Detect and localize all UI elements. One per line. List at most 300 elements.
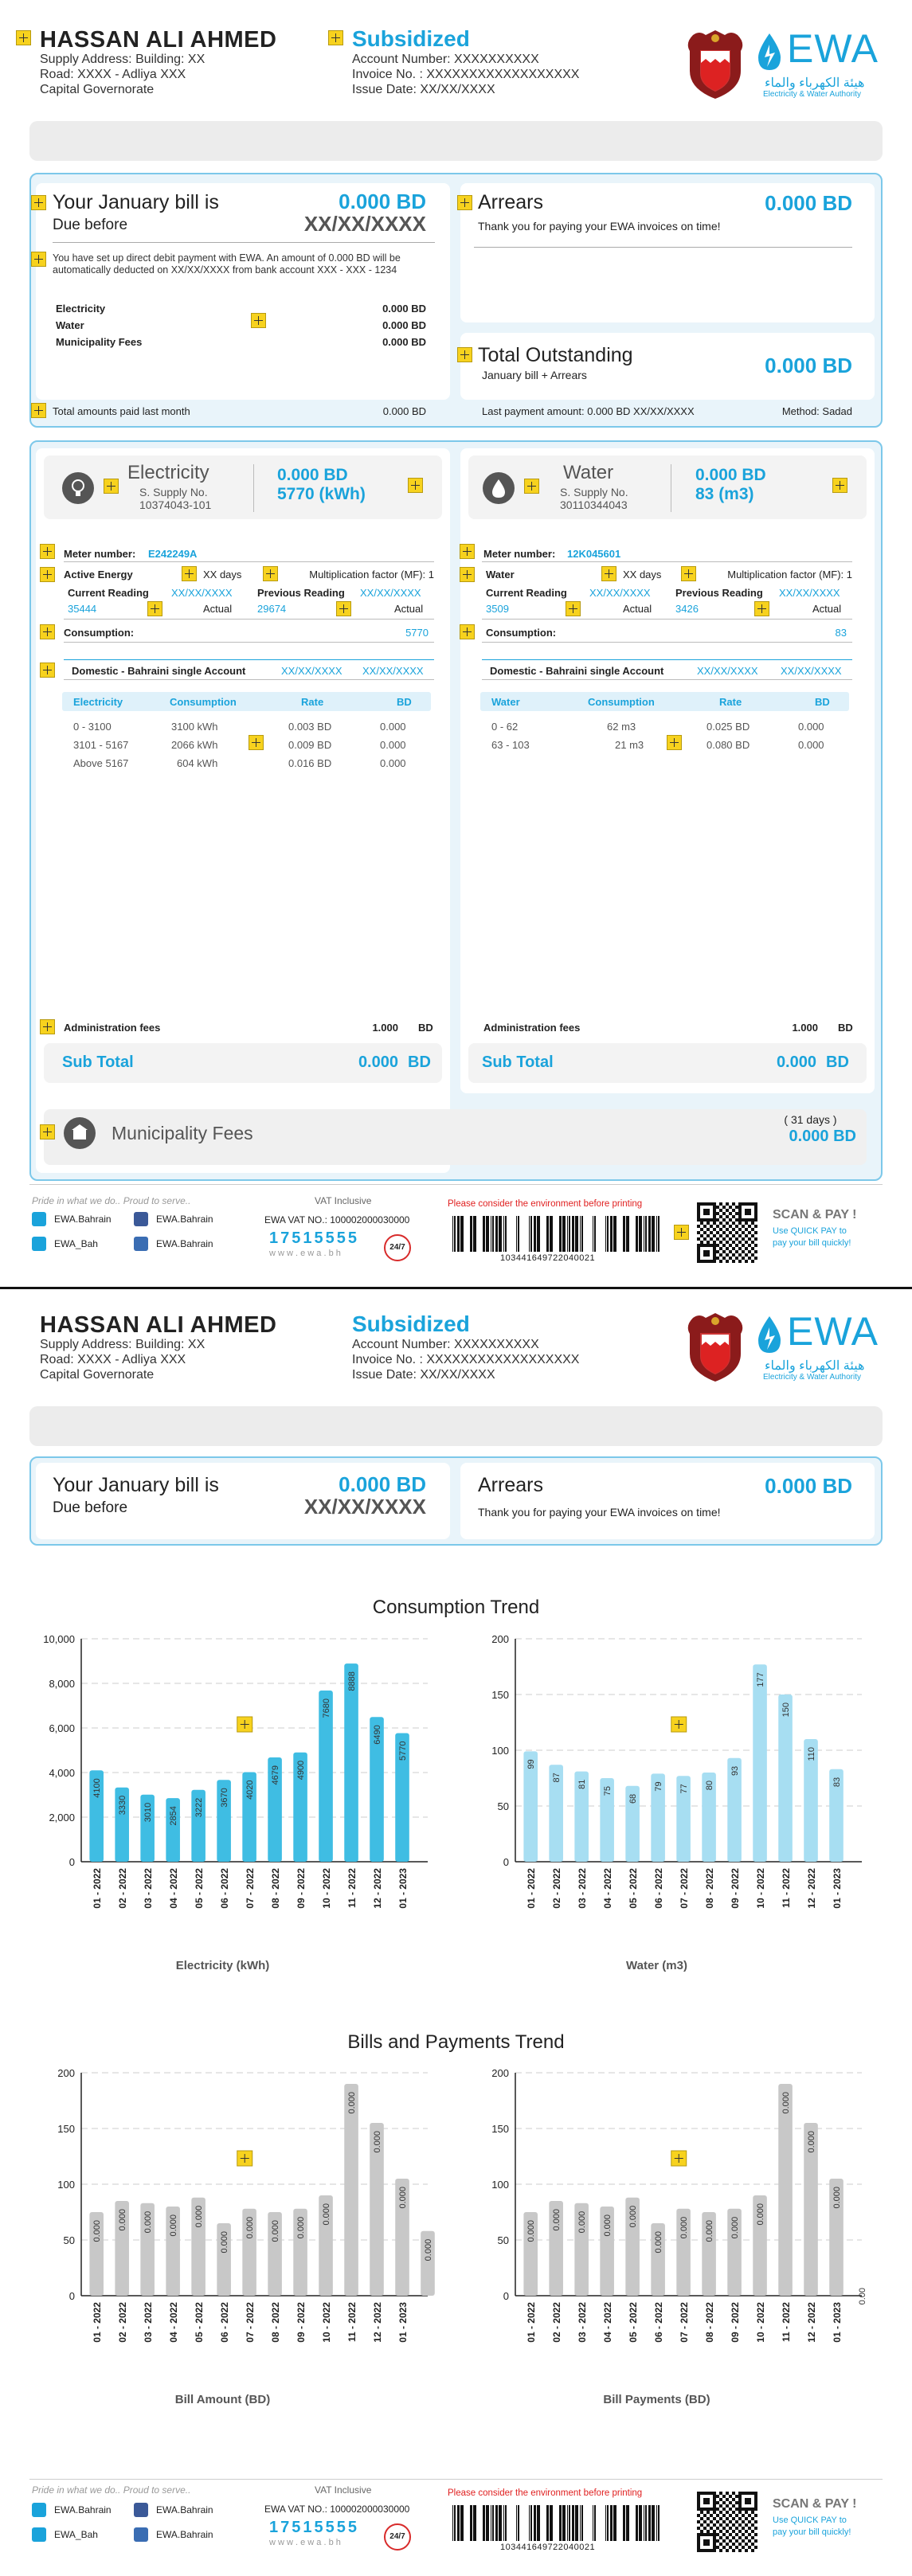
data-label: 4100 [92,1778,103,1798]
y-tick-label: 200 [57,2067,75,2079]
marker-icon [40,1019,55,1034]
tier: Above 5167 [73,757,129,769]
consumption: 21 m3 [615,739,644,751]
marker-icon [754,601,769,616]
water-current-type: Actual [623,603,652,615]
x-tick-label: 07 - 2022 [245,2302,256,2343]
marker-icon [566,601,581,616]
x-tick-label: 05 - 2022 [628,1868,640,1909]
data-label: 7680 [322,1698,332,1718]
line-electricity-value: 0.000 BD [382,303,426,315]
water-drop-logo-icon [755,1315,784,1354]
x-tick-label: 12 - 2022 [806,1868,818,1909]
data-label: 0.000 [245,2216,256,2239]
invoice-number: Invoice No. : XXXXXXXXXXXXXXXXXX [352,68,580,81]
arrears-amount: 0.000 BD [765,191,852,215]
marker-icon [147,601,162,616]
data-label: 0.000 [654,2231,664,2254]
marker-icon [328,30,343,45]
data-label: 68 [628,1793,639,1804]
electricity-supply-no: 10374043-101 [139,498,212,511]
data-label: 0.000 [730,2216,741,2239]
brand-arabic: هيئة الكهرباء والماء [765,1359,865,1373]
data-label: 8888 [347,1671,358,1691]
scan-title: SCAN & PAY ! [773,2497,857,2511]
y-tick-label: 200 [491,2067,509,2079]
y-tick-label: 150 [57,2123,75,2135]
customer-name: HASSAN ALI AHMED [40,27,277,53]
electricity-current-date: XX/XX/XXXX [171,587,233,599]
x-tick-label: 04 - 2022 [602,2302,614,2343]
marker-icon [251,313,266,328]
scan-text-2: pay your bill quickly! [773,1238,851,1248]
electricity-admin-label: Administration fees [64,1022,161,1034]
last-payment: Last payment amount: 0.000 BD XX/XX/XXXX [482,405,695,417]
data-label: 0.000 [296,2216,307,2239]
amount: 0.000 [798,721,824,733]
electricity-subtotal-unit: BD [408,1053,431,1071]
water-previous-date: XX/XX/XXXX [779,587,840,599]
water-account-type: Domestic - Bahraini single Account [490,665,664,677]
electricity-mf: Multiplication factor (MF): 1 [309,569,434,580]
bar [344,2084,358,2296]
x-tick-label: 09 - 2022 [730,1868,742,1909]
outstanding-subtitle: January bill + Arrears [482,369,587,381]
data-label: 80 [705,1781,715,1791]
water-title: Water [563,462,614,483]
instagram-icon[interactable] [32,2503,46,2517]
data-label: 0.000 [92,2220,103,2242]
phone-number[interactable]: 17515555 [269,2519,359,2536]
electricity-previous-type: Actual [394,603,424,615]
x-tick-label: 06 - 2022 [653,1868,665,1909]
vat-number: EWA VAT NO.: 100002000030000 [264,1214,410,1225]
website[interactable]: w w w . e w a . b h [269,1249,341,1258]
qr-code[interactable] [697,1202,757,1263]
x-tick-label: 11 - 2022 [346,1868,358,1909]
payment-method: Method: Sadad [781,405,852,417]
x-tick-label: 02 - 2022 [551,2302,563,2343]
data-label: 0.00 [858,2288,867,2305]
issue-date: Issue Date: XX/XX/XXXX [352,1368,495,1382]
x-tick-label: 01 - 2022 [92,2302,104,2343]
x-tick-label: 03 - 2022 [143,1868,155,1909]
data-label: 110 [807,1747,817,1761]
data-label: 4900 [296,1760,307,1781]
water-meter-label: Meter number: [483,548,556,560]
y-tick-label: 200 [491,1633,509,1645]
data-label: 0.000 [169,2214,179,2237]
x-tick-label: 01 - 2022 [526,1868,538,1909]
arrears-title: Arrears [478,191,543,213]
rate: 0.080 BD [707,739,750,751]
y-tick-label: 100 [57,2179,75,2191]
marker-icon [40,663,55,678]
total-paid-value: 0.000 BD [382,405,426,417]
account-number: Account Number: XXXXXXXXXX [352,53,539,66]
data-label: 0.000 [322,2203,332,2226]
electricity-previous-value: 29674 [257,603,287,615]
tier: 0 - 62 [491,721,519,733]
water-subtotal-unit: BD [826,1053,849,1071]
tier: 3101 - 5167 [73,739,129,751]
rate: 0.003 BD [288,721,332,733]
facebook-icon[interactable] [134,1212,148,1226]
data-label: 0.000 [271,2220,281,2242]
data-label: 4020 [245,1780,256,1800]
x-tick-label: 08 - 2022 [704,2302,716,2343]
youtube-icon[interactable] [134,2527,148,2542]
electricity-consumption-label: Consumption: [64,627,135,639]
account-status: Subsidized [352,26,470,51]
x-tick-label: 09 - 2022 [296,1868,307,1909]
data-label: 0.000 [143,2211,154,2234]
outstanding-amount: 0.000 BD [765,354,852,377]
electricity-period-to: XX/XX/XXXX [362,665,424,677]
bill-amount: 0.000 BD [339,190,426,213]
bahrain-emblem-logo [683,27,747,100]
x-tick-label: 11 - 2022 [781,1868,793,1909]
bill-amount: 0.000 BD [339,1472,426,1496]
instagram-icon[interactable] [32,1212,46,1226]
line-municipality-value: 0.000 BD [382,336,426,348]
municipality-amount: 0.000 BD [789,1128,856,1145]
data-label: 0.000 [781,2092,792,2114]
marker-icon [457,195,472,210]
municipality-title: Municipality Fees [112,1123,253,1143]
amount: 0.000 [798,739,824,751]
data-label: 0.000 [118,2209,128,2231]
bahrain-emblem-logo [683,1310,747,1383]
x-tick-label: 04 - 2022 [602,1868,614,1909]
col-rate: Rate [301,696,324,708]
bill-amount-chart [32,2065,446,2407]
scan-text-2: pay your bill quickly! [773,2527,851,2537]
outstanding-title: Total Outstanding [478,344,633,366]
x-tick-label: 01 - 2022 [92,1868,104,1909]
x-tick-label: 07 - 2022 [679,2302,691,2343]
data-label: 0.000 [526,2220,537,2242]
marker-icon [460,624,475,639]
vat-number: EWA VAT NO.: 100002000030000 [264,2504,410,2515]
qr-code[interactable] [697,2492,757,2552]
municipality-days: ( 31 days ) [784,1113,837,1126]
water-previous-label: Previous Reading [675,587,763,599]
y-tick-label: 150 [491,1689,509,1701]
y-tick-label: 6,000 [49,1722,75,1734]
x-tick-label: 06 - 2022 [653,2302,665,2343]
arrears-message: Thank you for paying your EWA invoices on time! [478,1506,721,1519]
data-label: 4679 [271,1765,281,1785]
marker-icon [674,1225,689,1240]
vat-label: VAT Inclusive [315,1195,372,1206]
x-tick-label: 07 - 2022 [245,1868,256,1909]
due-date: XX/XX/XXXX [303,212,426,236]
y-tick-label: 100 [491,2179,509,2191]
data-label: 3010 [143,1802,154,1823]
data-label: 0.000 [194,2205,205,2228]
amount: 0.000 [380,739,406,751]
x-tick-label: 11 - 2022 [346,2302,358,2343]
electricity-title: Electricity [127,462,209,483]
road: Road: XXXX - Adliya XXX [40,68,186,81]
data-label: 79 [654,1781,664,1792]
x-tick-label: 03 - 2022 [577,1868,589,1909]
y-tick-label: 50 [497,1800,509,1812]
bill-page-2 [0,1292,912,2576]
line-electricity-label: Electricity [56,303,106,315]
supply-address: Supply Address: Building: XX [40,1338,205,1351]
y-tick-label: 0 [503,1856,509,1868]
x-tick-label: 04 - 2022 [168,2302,180,2343]
marker-icon [31,195,46,210]
phone-number[interactable]: 17515555 [269,1229,359,1247]
due-label: Due before [53,217,128,233]
rate: 0.016 BD [288,757,332,769]
y-tick-label: 4,000 [49,1767,75,1779]
twitter-handle[interactable]: EWA_Bah [54,2529,98,2540]
electricity-days: XX days [203,569,242,580]
x-tick-label: 05 - 2022 [194,1868,205,1909]
page-separator [0,1287,912,1289]
arrears-title: Arrears [478,1474,543,1496]
marker-icon [16,30,31,45]
col-consumption: Consumption [588,696,655,708]
water-supply-label: S. Supply No. [560,486,628,498]
electricity-current-label: Current Reading [68,587,149,599]
data-label: 177 [756,1672,766,1687]
electricity-consumption: 5770 [405,627,429,639]
facebook-handle[interactable]: EWA.Bahrain [156,2504,213,2515]
x-tick-label: 01 - 2023 [832,2302,844,2343]
instagram-handle[interactable]: EWA.Bahrain [54,2504,112,2515]
amount: 0.000 [380,721,406,733]
data-label: 0.000 [756,2203,766,2226]
water-period-to: XX/XX/XXXX [781,665,842,677]
data-label: 75 [603,1786,613,1796]
water-days: XX days [623,569,662,580]
rate: 0.009 BD [288,739,332,751]
data-label: 87 [552,1773,562,1783]
youtube-icon[interactable] [134,1237,148,1251]
data-label: 0.000 [398,2187,409,2209]
data-label: 99 [526,1759,537,1769]
brand-name: EWA [787,1309,879,1354]
scan-title: SCAN & PAY ! [773,1208,857,1222]
electricity-meter-no: E242249A [148,548,198,560]
website[interactable]: w w w . e w a . b h [269,2538,341,2547]
light-bulb-icon [62,472,94,504]
arrears-amount: 0.000 BD [765,1474,852,1498]
x-tick-label: 06 - 2022 [219,2302,231,2343]
barcode-number: 103441649722040021 [500,2543,596,2552]
data-label: 0.000 [705,2220,715,2242]
electricity-chart [32,1631,446,1973]
data-label: 0.000 [347,2092,358,2114]
brand-name: EWA [787,26,879,71]
municipality-building-icon [64,1117,96,1149]
electricity-account-type: Domestic - Bahraini single Account [72,665,246,677]
data-label: 77 [679,1784,690,1794]
bar [778,2084,793,2296]
environment-note: Please consider the environment before printing [448,2488,643,2498]
due-date: XX/XX/XXXX [303,1495,426,1519]
data-label: 3222 [194,1797,205,1818]
data-label: 5770 [398,1741,409,1761]
marker-icon [40,624,55,639]
customer-name: HASSAN ALI AHMED [40,1312,277,1338]
barcode [452,2505,669,2541]
water-current-date: XX/XX/XXXX [589,587,651,599]
bar [778,1695,793,1862]
marker-icon [249,735,264,750]
twitter-icon[interactable] [32,1237,46,1251]
scan-text-1: Use QUICK PAY to [773,2515,847,2525]
water-admin-value: 1.000 [792,1022,818,1034]
bill-payments-chart [466,2065,880,2407]
water-drop-logo-icon [755,32,784,72]
water-consumption-label: Consumption: [486,627,557,639]
y-tick-label: 2,000 [49,1812,75,1824]
badge-24-7-icon: 24/7 [384,2523,411,2551]
bill-page-1 [0,0,912,1284]
water-consumption: 83 [835,627,847,639]
x-tick-label: 01 - 2022 [526,2302,538,2343]
water-card [460,448,875,1093]
x-tick-label: 11 - 2022 [781,2302,793,2343]
line-water-label: Water [56,319,84,331]
y-tick-label: 0 [68,1856,75,1868]
marker-icon [408,478,423,493]
y-tick-label: 8,000 [49,1678,75,1690]
twitter-handle[interactable]: EWA_Bah [54,1238,98,1249]
supply-address: Supply Address: Building: XX [40,53,205,66]
water-period-from: XX/XX/XXXX [697,665,758,677]
water-chart [466,1631,880,1973]
youtube-handle[interactable]: EWA.Bahrain [156,1238,213,1249]
rate: 0.025 BD [707,721,750,733]
water-previous-value: 3426 [675,603,699,615]
barcode-number: 103441649722040021 [500,1253,596,1263]
col-electricity: Electricity [73,696,123,708]
account-status: Subsidized [352,1311,470,1336]
data-label: 2854 [169,1806,179,1826]
data-label: 0.000 [373,2131,383,2153]
electricity-admin-value: 1.000 [372,1022,398,1034]
electricity-period-from: XX/XX/XXXX [281,665,342,677]
x-tick-label: 10 - 2022 [755,2302,767,2343]
amount: 0.000 [380,757,406,769]
electricity-supply-label: S. Supply No. [139,486,208,498]
marker-icon [40,544,55,559]
x-tick-label: 02 - 2022 [117,2302,129,2343]
marker-icon [681,566,696,581]
water-energy-label: Water [486,569,515,580]
data-label: 0.000 [603,2214,613,2237]
water-table-header [480,692,849,711]
x-tick-label: 10 - 2022 [321,1868,333,1909]
data-label: 93 [730,1765,741,1777]
electricity-current-type: Actual [203,603,233,615]
x-tick-label: 12 - 2022 [806,2302,818,2343]
col-rate: Rate [719,696,742,708]
water-subtotal-label: Sub Total [482,1053,554,1071]
data-label: 0.000 [220,2231,230,2254]
line-municipality-label: Municipality Fees [56,336,143,348]
marker-icon [601,566,616,581]
x-tick-label: 01 - 2023 [832,1868,844,1909]
instagram-handle[interactable]: EWA.Bahrain [54,1214,112,1225]
consumption: 62 m3 [607,721,636,733]
marker-icon [460,567,475,582]
data-label: 3330 [118,1795,128,1816]
water-drop-icon [483,472,515,504]
marker-icon [40,567,55,582]
x-tick-label: 02 - 2022 [117,1868,129,1909]
y-tick-label: 50 [63,2234,75,2246]
water-supply-no: 30110344043 [560,498,628,511]
x-tick-label: 05 - 2022 [628,2302,640,2343]
data-label: 0.000 [577,2211,588,2234]
brand-english: Electricity & Water Authority [763,90,861,99]
marker-icon [31,403,46,418]
vat-label: VAT Inclusive [315,2484,372,2496]
youtube-handle[interactable]: EWA.Bahrain [156,2529,213,2540]
col-bd: BD [397,696,412,708]
tier: 63 - 103 [491,739,530,751]
water-current-value: 3509 [486,603,509,615]
x-axis-label: Bill Amount (BD) [174,2393,271,2406]
invoice-number: Invoice No. : XXXXXXXXXXXXXXXXXX [352,1353,580,1366]
water-admin-unit: BD [838,1022,853,1034]
y-tick-label: 0 [503,2290,509,2302]
consumption: 604 kWh [177,757,218,769]
facebook-icon[interactable] [134,2503,148,2517]
x-tick-label: 08 - 2022 [270,2302,282,2343]
x-tick-label: 09 - 2022 [296,2302,307,2343]
data-label: 0.000 [552,2209,562,2231]
marker-icon [457,347,472,362]
line-water-value: 0.000 BD [382,319,426,331]
data-label: 0.000 [807,2131,817,2153]
account-number: Account Number: XXXXXXXXXX [352,1338,539,1351]
data-label: 0.000 [679,2216,690,2239]
twitter-icon[interactable] [32,2527,46,2542]
scan-text-1: Use QUICK PAY to [773,1226,847,1236]
marker-icon [667,735,682,750]
col-bd: BD [815,696,830,708]
road: Road: XXXX - Adliya XXX [40,1353,186,1366]
environment-note: Please consider the environment before printing [448,1199,643,1209]
x-tick-label: 04 - 2022 [168,1868,180,1909]
electricity-subtotal-label: Sub Total [62,1053,134,1071]
marker-icon [524,479,539,494]
electricity-admin-unit: BD [418,1022,433,1034]
facebook-handle[interactable]: EWA.Bahrain [156,1214,213,1225]
due-label: Due before [53,1499,128,1516]
bar [753,1664,767,1862]
water-previous-type: Actual [812,603,842,615]
electricity-amount: 0.000 BD [277,466,348,484]
issue-date: Issue Date: XX/XX/XXXX [352,83,495,96]
marker-icon [336,601,351,616]
arrears-message: Thank you for paying your EWA invoices on time! [478,220,721,233]
consumption-trend-title: Consumption Trend [372,1597,540,1618]
data-label: 0.000 [424,2238,433,2261]
y-tick-label: 0 [68,2290,75,2302]
data-label: 0.000 [628,2205,639,2228]
x-tick-label: 09 - 2022 [730,2302,742,2343]
